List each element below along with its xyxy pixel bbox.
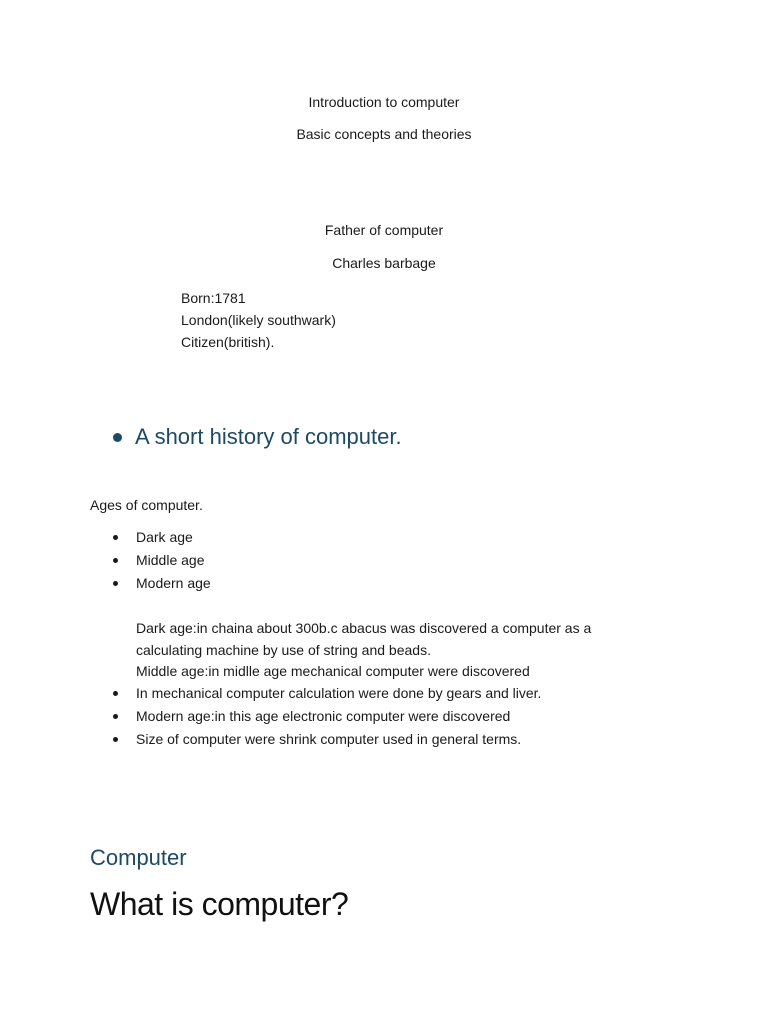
what-is-computer-heading: What is computer?: [90, 886, 349, 922]
computer-heading: Computer: [90, 845, 187, 870]
father-details: [181, 287, 336, 353]
born-line: Born:1781: [181, 290, 246, 306]
father-name: Charles barbage: [332, 255, 436, 271]
bullet-icon: [113, 433, 122, 442]
bullet-icon: [113, 581, 118, 586]
ages-label: Ages of computer.: [90, 497, 203, 513]
list-item: Middle age: [113, 549, 211, 572]
ages-list: [113, 526, 211, 595]
middle-age-paragraph: Middle age:in midlle age mechanical computer were discovered: [136, 663, 530, 679]
bullet-icon: [113, 558, 118, 563]
history-heading-text: A short history of computer.: [135, 424, 402, 449]
citizenship-line: Citizen(british).: [181, 334, 275, 350]
list-item: In mechanical computer calculation were done by gears and liver.: [113, 682, 541, 705]
list-item: Modern age:in this age electronic computer were discovered: [113, 705, 541, 728]
birthplace-line: London(likely southwark): [181, 312, 336, 328]
bullet-icon: [113, 691, 118, 696]
list-item: Size of computer were shrink computer used in general terms.: [113, 728, 541, 751]
document-title: Introduction to computer: [308, 94, 460, 110]
bullet-icon: [113, 737, 118, 742]
father-heading: Father of computer: [324, 222, 444, 238]
dark-age-paragraph: Dark age:in chaina about 300b.c abacus was discovered a computer as a calculating machine by use of string and beads.: [136, 620, 592, 658]
document-subtitle: Basic concepts and theories: [296, 126, 472, 142]
bullet-icon: [113, 535, 118, 540]
list-item: Modern age: [113, 572, 211, 595]
history-heading: [113, 423, 402, 451]
list-item: Dark age: [113, 526, 211, 549]
bullet-icon: [113, 714, 118, 719]
history-points-list: [113, 682, 541, 751]
